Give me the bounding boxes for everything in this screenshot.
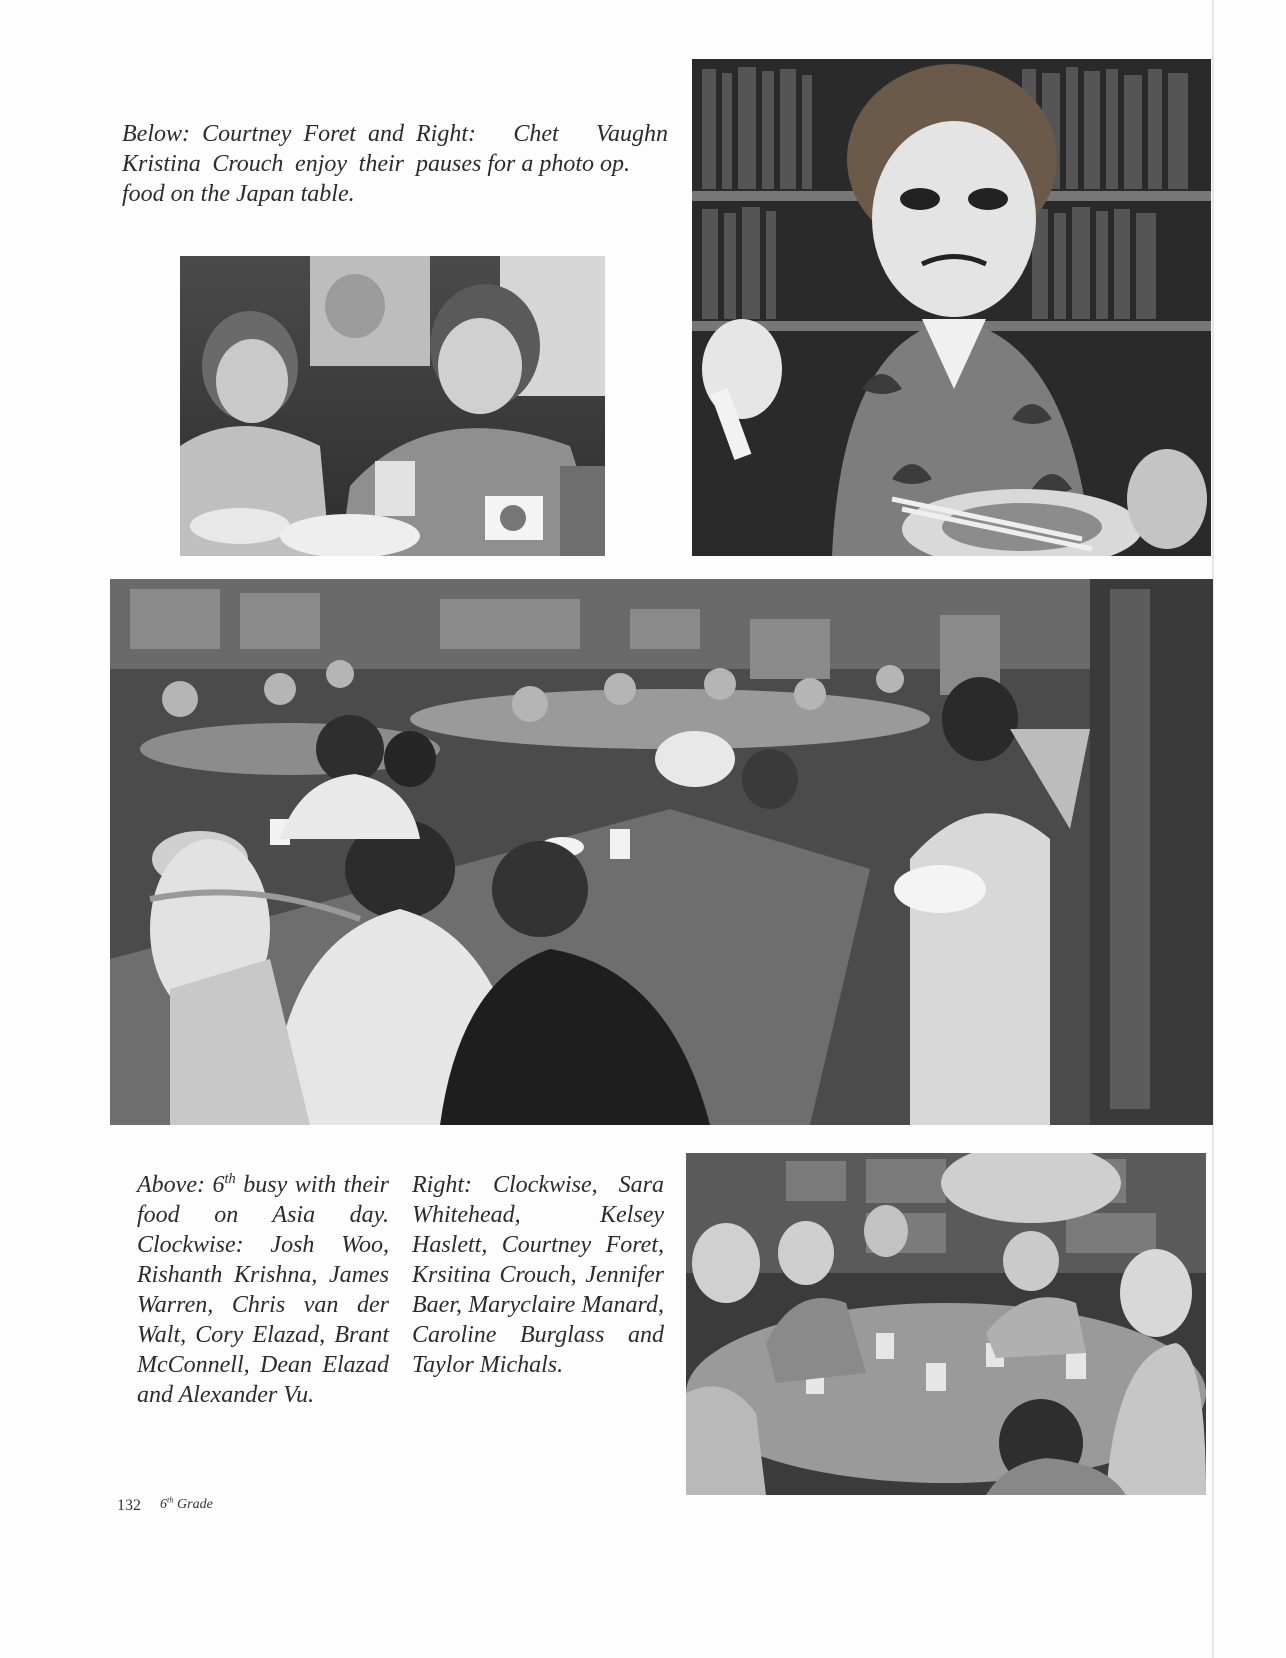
- caption-above: [137, 1170, 389, 1410]
- section-label-prefix: 6: [160, 1497, 167, 1512]
- photo-girls-round-table: [686, 1153, 1206, 1495]
- section-label: [160, 1497, 213, 1513]
- photo-girls-round-table-image: [686, 1153, 1206, 1495]
- caption-right-bottom: Right: Clockwise, Sara Whitehead, Kelsey Haslett, Courtney Foret, Krsitina Crouch, Jennifer Baer, Maryclaire Manard, Caroline Burglass and Taylor Michals.: [412, 1172, 664, 1378]
- photo-boy-face-paint-image: [692, 59, 1211, 556]
- photo-asia-day-tables: [110, 579, 1213, 1125]
- photo-girls-japan-table: [180, 256, 605, 556]
- caption-below: Below: Courtney Foret and Kristina Crouch enjoy their food on the Japan table.: [122, 121, 404, 207]
- caption-right-top: Right: Chet Vaughn pauses for a photo op.: [416, 121, 668, 177]
- photo-asia-day-tables-image: [110, 579, 1213, 1125]
- page-number: 132: [117, 1497, 141, 1514]
- caption-above-superscript: th: [224, 1171, 236, 1187]
- section-label-superscript: th: [167, 1495, 174, 1505]
- section-label-rest: Grade: [173, 1497, 213, 1512]
- caption-above-prefix: Above: 6: [137, 1172, 225, 1198]
- photo-girls-japan-table-image: [180, 256, 605, 556]
- caption-above-body: busy with their food on Asia day. Clockwise: Josh Woo, Rishanth Krishna, James Warren, Chris van der Walt, Cory Elazad, Brant McConnell, Dean Elazad and Alexander Vu.: [137, 1172, 389, 1408]
- photo-boy-face-paint: [692, 59, 1211, 556]
